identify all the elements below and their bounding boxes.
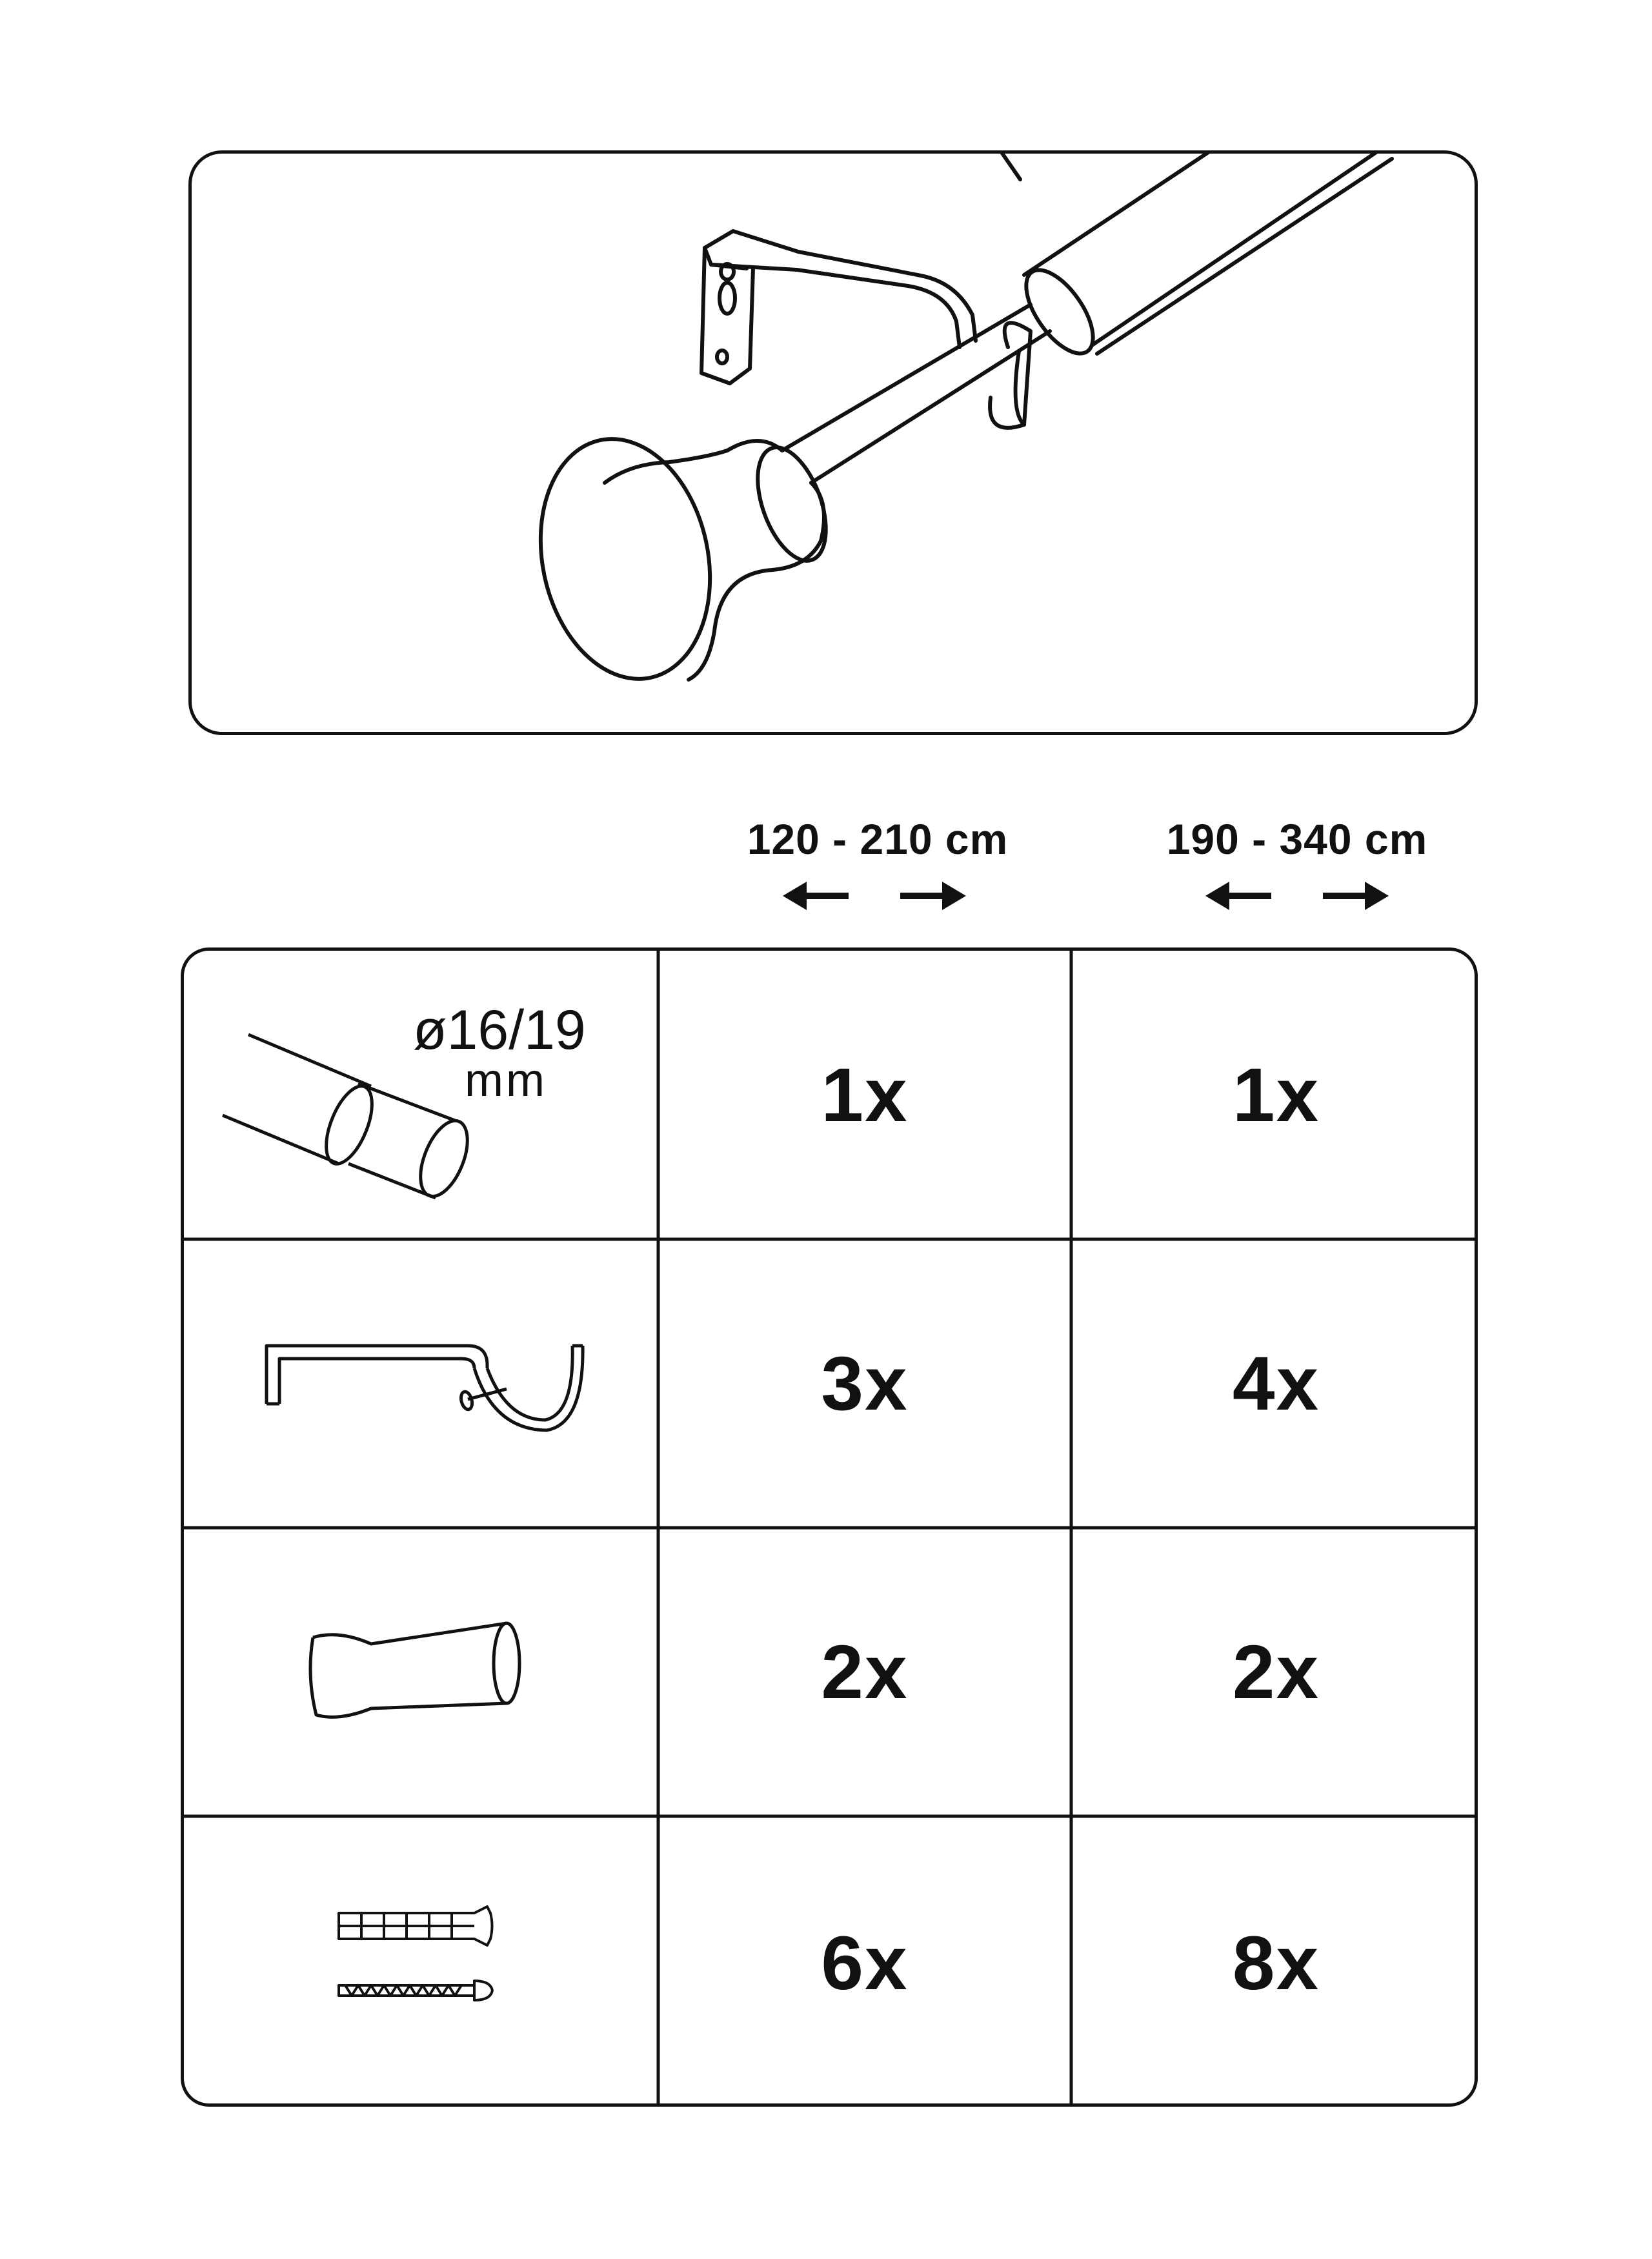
part-cell-rod bbox=[184, 951, 658, 1239]
part-cell-finial bbox=[184, 1528, 658, 1816]
finial-icon bbox=[184, 1528, 658, 1816]
qty-cell bbox=[658, 1239, 1071, 1528]
qty-cell bbox=[1071, 951, 1478, 1239]
double-arrow-icon bbox=[778, 876, 971, 915]
bracket-icon bbox=[184, 1239, 658, 1528]
part-cell-fixings bbox=[184, 1816, 658, 2107]
part-cell-bracket bbox=[184, 1239, 658, 1528]
qty-small-fixings: 6x bbox=[821, 1920, 909, 2006]
double-arrow-icon bbox=[1200, 876, 1394, 915]
qty-cell bbox=[658, 951, 1071, 1239]
qty-small-rod: 1x bbox=[821, 1052, 909, 1138]
qty-cell bbox=[1071, 1239, 1478, 1528]
rod-diameter: ø16/19 bbox=[413, 999, 586, 1061]
qty-cell bbox=[658, 1528, 1071, 1816]
size-label-small: 120 - 210 cm bbox=[747, 815, 1009, 863]
qty-cell bbox=[1071, 1816, 1478, 2107]
qty-large-bracket: 4x bbox=[1232, 1341, 1320, 1426]
qty-large-fixings: 8x bbox=[1232, 1920, 1320, 2006]
qty-small-bracket: 3x bbox=[821, 1341, 909, 1426]
rod-diameter-unit: mm bbox=[465, 1055, 547, 1106]
telescopic-rod-icon bbox=[184, 951, 658, 1239]
qty-large-finial: 2x bbox=[1232, 1629, 1320, 1715]
qty-cell bbox=[658, 1816, 1071, 2107]
parts-table bbox=[181, 947, 1478, 2107]
curtain-rod-assembly-icon bbox=[192, 154, 1481, 738]
qty-small-finial: 2x bbox=[821, 1629, 909, 1715]
qty-large-rod: 1x bbox=[1232, 1052, 1320, 1138]
assembly-illustration-panel bbox=[188, 150, 1478, 735]
dowel-screw-icon bbox=[184, 1816, 658, 2107]
size-label-large: 190 - 340 cm bbox=[1166, 815, 1428, 863]
qty-cell bbox=[1071, 1528, 1478, 1816]
